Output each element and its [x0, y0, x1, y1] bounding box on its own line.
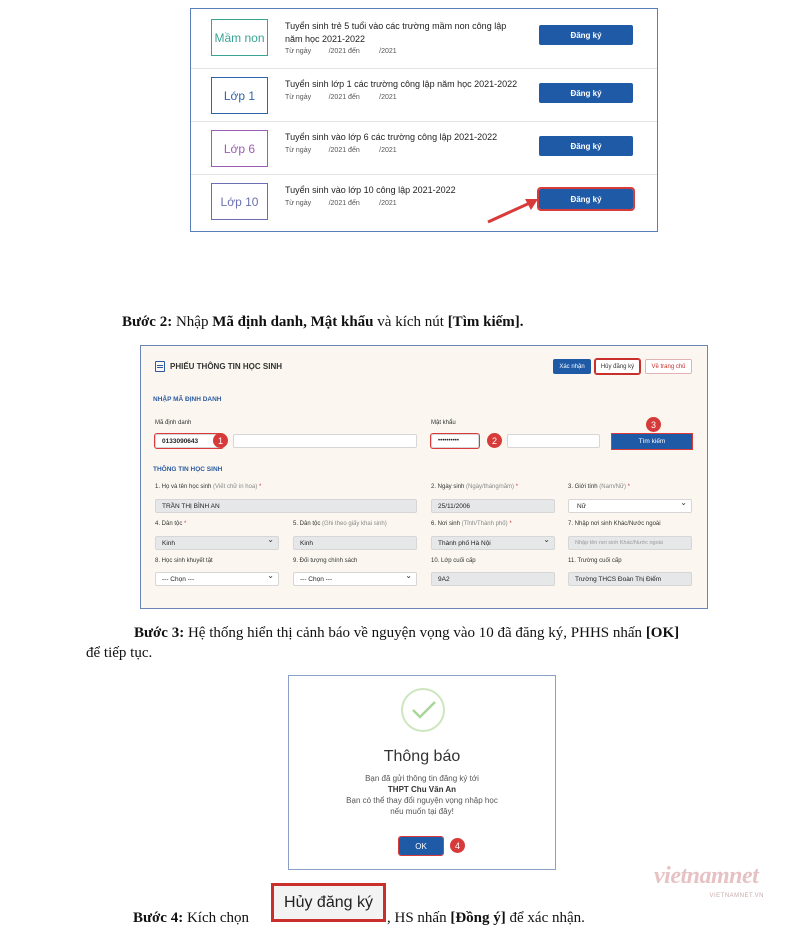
id-input[interactable]: 0133090643 [155, 434, 223, 448]
gender-label: 3. Giới tính (Nam/Nữ) * [568, 484, 630, 490]
dob-label: 2. Ngày sinh (Ngày/tháng/năm) * [431, 484, 519, 490]
policy-label: 9. Đối tượng chính sách [293, 558, 358, 564]
register-button-grade10[interactable]: Đăng ký [539, 189, 633, 209]
form-title: PHIẾU THÔNG TIN HỌC SINH [155, 361, 282, 372]
admission-list-panel [190, 8, 658, 232]
password-input[interactable]: •••••••••• [431, 434, 479, 448]
step-badge-1: 1 [213, 433, 228, 448]
cancel-registration-button-image[interactable]: Hủy đăng ký [271, 883, 386, 922]
dialog-message-3: nếu muốn tại đây! [390, 807, 454, 816]
student-info-form [140, 345, 708, 609]
policy-select[interactable]: --- Chọn --- ⌄ [293, 572, 417, 586]
grade-box-grade10: Lớp 10 [211, 183, 268, 220]
admission-row-preschool [191, 11, 657, 63]
admission-dates: Từ ngày /2021 đến /2021 [285, 94, 397, 101]
ethnic-select[interactable]: Kinh ⌄ [155, 536, 279, 550]
school-field[interactable]: Trường THCS Đoàn Thị Điểm [568, 572, 692, 586]
step-badge-4: 4 [450, 838, 465, 853]
admission-dates: Từ ngày /2021 đến /2021 [285, 48, 397, 55]
ethnic-label: 4. Dân tộc * [155, 521, 187, 527]
admission-row-grade1 [191, 68, 657, 120]
gender-select[interactable]: Nữ ⌄ [568, 499, 692, 513]
birthplace-select[interactable]: Thành phố Hà Nội ⌄ [431, 536, 555, 550]
other-birthplace-input[interactable]: Nhập tên nơi sinh Khác/Nước ngoài [568, 536, 692, 550]
step-badge-3: 3 [646, 417, 661, 432]
class-field[interactable]: 9A2 [431, 572, 555, 586]
pointer-arrow-icon [484, 196, 544, 226]
name-label: 1. Họ và tên học sinh (Viết chữ in hoa) * [155, 484, 262, 490]
birthplace-label: 6. Nơi sinh (Tỉnh/Thành phố) * [431, 521, 512, 527]
id-input-extension[interactable] [233, 434, 417, 448]
password-label: Mật khẩu [431, 420, 456, 426]
cancel-registration-button[interactable]: Hủy đăng ký [595, 359, 640, 374]
password-input-extension[interactable] [507, 434, 600, 448]
notification-dialog [288, 675, 556, 870]
home-button[interactable]: Về trang chủ [645, 359, 692, 374]
admission-title: Tuyển sinh trẻ 5 tuổi vào các trường mầm non công lập năm học 2021-2022 [285, 21, 507, 44]
step3-instruction: Bước 3: Hệ thống hiển thị cảnh báo về nguyện vọng vào 10 đã đăng ký, PHHS nhấn [OK] [134, 625, 680, 641]
register-button-grade6[interactable]: Đăng ký [539, 136, 633, 156]
admission-title: Tuyển sinh lớp 1 các trường công lập năm học 2021-2022 [285, 79, 518, 89]
grade-box-grade1: Lớp 1 [211, 77, 268, 114]
step2-instruction: Bước 2: Nhập Mã định danh, Mật khẩu và kích nút [Tìm kiếm]. [122, 314, 524, 330]
id-label: Mã định danh [155, 420, 192, 426]
other-birthplace-label: 7. Nhập nơi sinh Khác/Nước ngoài [568, 521, 661, 527]
login-section-heading: NHẬP MÃ ĐỊNH DANH [153, 396, 222, 403]
admission-dates: Từ ngày /2021 đến /2021 [285, 147, 397, 154]
dialog-school: THPT Chu Văn An [387, 785, 457, 794]
admission-title: Tuyển sinh vào lớp 10 công lập 2021-2022 [285, 185, 456, 195]
success-check-icon [401, 688, 445, 732]
dob-field[interactable]: 25/11/2006 [431, 499, 555, 513]
dialog-message-1: Bạn đã gửi thông tin đăng ký tới [365, 774, 479, 783]
admission-title: Tuyển sinh vào lớp 6 các trường công lập 2021-2022 [285, 132, 498, 142]
clipboard-icon [155, 361, 165, 372]
step4-instruction-b: , HS nhấn [Đồng ý] để xác nhận. [387, 910, 585, 926]
admission-row-grade10 [191, 174, 657, 226]
register-button-preschool[interactable]: Đăng ký [539, 25, 633, 45]
step-badge-2: 2 [487, 433, 502, 448]
step3-instruction-cont: để tiếp tục. [86, 645, 153, 661]
admission-row-grade6 [191, 121, 657, 173]
disabled-select[interactable]: --- Chọn --- ⌄ [155, 572, 279, 586]
dialog-message-2: Bạn có thể thay đổi nguyện vọng nhập học [346, 796, 498, 805]
class-label: 10. Lớp cuối cấp [431, 558, 476, 564]
grade-box-preschool: Mầm non [211, 19, 268, 56]
school-label: 11. Trường cuối cấp [568, 558, 622, 564]
confirm-button[interactable]: Xác nhận [553, 359, 591, 374]
admission-dates: Từ ngày /2021 đến /2021 [285, 200, 397, 207]
register-button-grade1[interactable]: Đăng ký [539, 83, 633, 103]
disabled-label: 8. Học sinh khuyết tật [155, 558, 213, 564]
name-field[interactable]: TRẦN THỊ BÌNH AN [155, 499, 417, 513]
ok-button[interactable]: OK [399, 837, 443, 855]
grade-box-grade6: Lớp 6 [211, 130, 268, 167]
vietnamnet-watermark: vietnamnet VIETNAMNET.VN [654, 863, 764, 899]
search-button[interactable]: Tìm kiếm [612, 434, 692, 449]
ethnic2-label: 5. Dân tộc (Ghi theo giấy khai sinh) [293, 521, 387, 527]
ethnic2-field[interactable]: Kinh [293, 536, 417, 550]
student-info-heading: THÔNG TIN HỌC SINH [153, 466, 223, 473]
dialog-title: Thông báo [383, 748, 461, 765]
step4-instruction-a: Bước 4: Kích chọn [133, 910, 250, 926]
